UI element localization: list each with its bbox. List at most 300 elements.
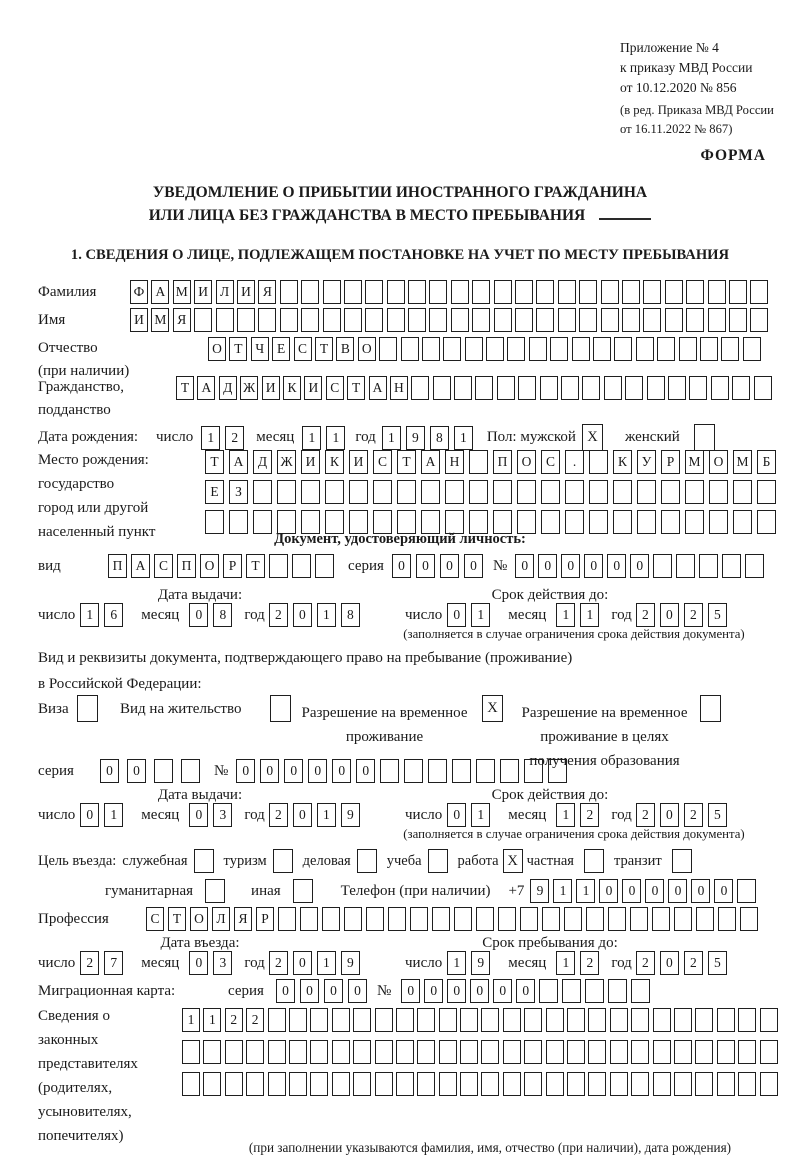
representatives-label-line6: попечителях): [38, 1128, 124, 1144]
patronymic-label-line2: (при наличии): [38, 363, 130, 379]
day-label: число: [405, 606, 443, 623]
char-cell: [465, 337, 483, 361]
char-cell: [365, 280, 383, 304]
char-cell: [604, 376, 622, 400]
char-cell: 1: [447, 951, 466, 975]
char-cell: [572, 337, 590, 361]
char-cell: [439, 1008, 457, 1032]
char-cell: [353, 1040, 371, 1064]
checkbox-purpose-tourism: [273, 849, 293, 873]
char-cell: [740, 907, 758, 931]
char-cell: [567, 1072, 585, 1096]
char-cell: 6: [104, 603, 123, 627]
char-cell: Е: [205, 480, 224, 504]
char-cell: [686, 280, 704, 304]
patronymic-label-line1: Отчество: [38, 340, 98, 356]
stay-number-label: №: [213, 762, 229, 779]
char-cell: 0: [447, 603, 466, 627]
char-cell: [498, 907, 516, 931]
identity-doc-row: [38, 554, 764, 578]
purpose-option-label: туризм: [223, 852, 267, 869]
char-cell: [757, 480, 776, 504]
char-cell: 0: [276, 979, 295, 1003]
char-cell: [429, 308, 447, 332]
purpose-row1: [38, 849, 692, 873]
checkbox-residence-permit: [270, 695, 291, 722]
annex-line: к приказу МВД России: [620, 60, 753, 75]
char-cell: [524, 1008, 542, 1032]
char-cell: З: [229, 480, 248, 504]
char-cell: [258, 308, 276, 332]
char-cell: Н: [390, 376, 408, 400]
annex-note-line: от 16.11.2022 № 867): [620, 122, 733, 136]
char-cell: [429, 280, 447, 304]
doc-number-label: №: [492, 557, 508, 574]
char-cell: Н: [445, 450, 464, 474]
char-cell: 0: [100, 759, 119, 783]
char-cell: [280, 308, 298, 332]
char-cell: [379, 337, 397, 361]
form-title-line2: [0, 207, 800, 225]
char-cell: [708, 280, 726, 304]
birth-day-cells: [201, 426, 244, 450]
char-cell: Т: [168, 907, 186, 931]
char-cell: [454, 376, 472, 400]
char-cell: [472, 308, 490, 332]
char-cell: 2: [636, 603, 655, 627]
char-cell: П: [108, 554, 127, 578]
char-cell: [289, 1008, 307, 1032]
char-cell: [601, 308, 619, 332]
char-cell: [292, 554, 311, 578]
char-cell: [373, 480, 392, 504]
char-cell: [524, 1072, 542, 1096]
char-cell: [517, 480, 536, 504]
char-cell: 0: [127, 759, 146, 783]
char-cell: [579, 280, 597, 304]
char-cell: [332, 1008, 350, 1032]
birth-place-label-line2: государство: [38, 476, 115, 492]
char-cell: [636, 337, 654, 361]
char-cell: Р: [661, 450, 680, 474]
char-cell: [588, 1040, 606, 1064]
char-cell: [451, 280, 469, 304]
char-cell: 0: [447, 803, 466, 827]
birth-place-label-line4: населенный пункт: [38, 524, 156, 540]
char-cell: Я: [173, 308, 191, 332]
char-cell: [515, 280, 533, 304]
char-cell: [625, 376, 643, 400]
char-cell: [472, 280, 490, 304]
checkbox-male: X: [582, 424, 603, 451]
char-cell: [548, 759, 567, 783]
month-label: месяц: [508, 806, 547, 823]
birth-month-cells: [302, 426, 345, 450]
stay-day-cells: [447, 951, 490, 975]
char-cell: [481, 1072, 499, 1096]
char-cell: 1: [104, 803, 123, 827]
char-cell: [445, 480, 464, 504]
char-cell: А: [369, 376, 387, 400]
char-cell: [417, 1072, 435, 1096]
char-cell: О: [200, 554, 219, 578]
checkbox-purpose-work: X: [503, 849, 523, 873]
migration-card-row: [38, 979, 650, 1003]
char-cell: [536, 308, 554, 332]
field-profession: [38, 907, 758, 931]
char-cell: В: [336, 337, 354, 361]
birth-place-label-line3: город или другой: [38, 500, 149, 516]
valid-year-cells: [636, 803, 727, 827]
checkbox-temp-permit: X: [482, 695, 503, 722]
char-cell: [695, 1008, 713, 1032]
char-cell: [353, 1072, 371, 1096]
char-cell: [729, 308, 747, 332]
edu-permit-label-line3: получения образования: [529, 753, 680, 769]
char-cell: 2: [684, 603, 703, 627]
char-cell: 9: [530, 879, 549, 903]
char-cell: [454, 907, 472, 931]
char-cell: [476, 759, 495, 783]
char-cell: [325, 480, 344, 504]
checkbox-purpose-private: [584, 849, 604, 873]
char-cell: [353, 1008, 371, 1032]
char-cell: [503, 1008, 521, 1032]
char-cell: [397, 480, 416, 504]
char-cell: [709, 480, 728, 504]
char-cell: Р: [223, 554, 242, 578]
char-cell: 0: [561, 554, 580, 578]
char-cell: М: [685, 450, 704, 474]
char-cell: [396, 1072, 414, 1096]
citizenship-label: [38, 376, 176, 422]
field-given-name: [38, 308, 768, 332]
stay-series-label: серия: [38, 762, 74, 779]
char-cell: 8: [430, 426, 449, 450]
char-cell: А: [131, 554, 150, 578]
char-cell: [451, 308, 469, 332]
day-label: число: [38, 954, 76, 971]
char-cell: [380, 759, 399, 783]
char-cell: [475, 376, 493, 400]
char-cell: 1: [556, 603, 575, 627]
char-cell: 2: [636, 951, 655, 975]
char-cell: [182, 1072, 200, 1096]
char-cell: [653, 554, 672, 578]
birth-place-row1-cells: [205, 450, 776, 474]
stay-issued-header: Дата выдачи:: [157, 787, 243, 803]
char-cell: [524, 759, 543, 783]
identity-issued-date: [38, 603, 360, 627]
char-cell: [608, 907, 626, 931]
char-cell: [310, 1072, 328, 1096]
char-cell: [460, 1072, 478, 1096]
checkbox-purpose-other: [293, 879, 313, 903]
char-cell: [754, 376, 772, 400]
day-label: число: [405, 806, 443, 823]
char-cell: [717, 1008, 735, 1032]
valid-month-cells: [556, 803, 599, 827]
char-cell: 1: [553, 879, 572, 903]
char-cell: [323, 308, 341, 332]
char-cell: [280, 280, 298, 304]
char-cell: [589, 480, 608, 504]
citizenship-label-line1: Гражданство,: [38, 379, 125, 395]
year-label: год: [355, 429, 376, 445]
char-cell: 0: [660, 803, 679, 827]
char-cell: [417, 1008, 435, 1032]
char-cell: [469, 450, 488, 474]
form-title-line1: УВЕДОМЛЕНИЕ О ПРИБЫТИИ ИНОСТРАННОГО ГРАЖДАНИНА: [152, 184, 648, 201]
char-cell: Л: [216, 280, 234, 304]
edu-permit-label-line1: Разрешение на временное: [521, 705, 688, 721]
char-cell: [722, 554, 741, 578]
char-cell: [439, 1040, 457, 1064]
month-label: месяц: [141, 606, 180, 623]
annex-line: от 10.12.2020 № 856: [620, 80, 737, 95]
char-cell: [637, 480, 656, 504]
char-cell: [665, 308, 683, 332]
char-cell: [439, 1072, 457, 1096]
char-cell: [268, 1072, 286, 1096]
char-cell: 0: [293, 951, 312, 975]
purpose-option-label: частная: [526, 852, 574, 869]
year-label: год: [611, 606, 632, 623]
representatives-label-line1: Сведения о: [38, 1008, 110, 1024]
char-cell: С: [541, 450, 560, 474]
char-cell: С: [294, 337, 312, 361]
char-cell: К: [325, 450, 344, 474]
char-cell: Ф: [130, 280, 148, 304]
female-label: женский: [624, 429, 680, 445]
identity-issued-header: Дата выдачи:: [157, 587, 243, 603]
year-label: год: [244, 806, 265, 823]
char-cell: 0: [630, 554, 649, 578]
checkbox-purpose-business-trip: [194, 849, 214, 873]
char-cell: [411, 376, 429, 400]
char-cell: [717, 1072, 735, 1096]
char-cell: [237, 308, 255, 332]
char-cell: [300, 907, 318, 931]
char-cell: [422, 337, 440, 361]
char-cell: 5: [708, 951, 727, 975]
char-cell: 2: [636, 803, 655, 827]
char-cell: [717, 1040, 735, 1064]
char-cell: 1: [471, 603, 490, 627]
char-cell: [541, 480, 560, 504]
purpose-option-label: иная: [251, 882, 281, 899]
char-cell: Ж: [240, 376, 258, 400]
char-cell: .: [565, 450, 584, 474]
char-cell: [515, 308, 533, 332]
char-cell: [481, 1008, 499, 1032]
birth-year-cells: [382, 426, 473, 450]
char-cell: Р: [256, 907, 274, 931]
doc-kind-label: вид: [38, 557, 61, 574]
char-cell: [322, 907, 340, 931]
issued-month-cells: [189, 803, 232, 827]
char-cell: [550, 337, 568, 361]
char-cell: [503, 1040, 521, 1064]
char-cell: [494, 308, 512, 332]
char-cell: 0: [516, 979, 535, 1003]
doc-kind-cells: [108, 554, 334, 578]
issued-day-cells: [80, 803, 123, 827]
char-cell: О: [190, 907, 208, 931]
char-cell: И: [262, 376, 280, 400]
char-cell: [539, 979, 558, 1003]
identity-doc-heading: Документ, удостоверяющий личность:: [274, 531, 526, 547]
char-cell: [546, 1040, 564, 1064]
char-cell: [652, 907, 670, 931]
valid-month-cells: [556, 603, 599, 627]
citizenship-label-line2: подданство: [38, 402, 111, 418]
field-citizenship: [38, 376, 772, 422]
char-cell: 0: [324, 979, 343, 1003]
char-cell: [738, 1040, 756, 1064]
char-cell: 9: [341, 951, 360, 975]
char-cell: 1: [317, 803, 336, 827]
section1-heading: 1. СВЕДЕНИЯ О ЛИЦЕ, ПОДЛЕЖАЩЕМ ПОСТАНОВКЕ НА УЧЕТ ПО МЕСТУ ПРЕБЫВАНИЯ: [70, 247, 730, 263]
char-cell: Т: [347, 376, 365, 400]
char-cell: 0: [645, 879, 664, 903]
char-cell: [643, 280, 661, 304]
char-cell: Л: [212, 907, 230, 931]
char-cell: [417, 1040, 435, 1064]
char-cell: [443, 337, 461, 361]
char-cell: М: [733, 450, 752, 474]
field-birth-date: [38, 424, 715, 451]
checkbox-edu-permit: [700, 695, 721, 722]
representatives-row3-cells: [182, 1072, 778, 1096]
char-cell: [520, 907, 538, 931]
char-cell: 0: [424, 979, 443, 1003]
month-label: месяц: [508, 606, 547, 623]
char-cell: И: [237, 280, 255, 304]
char-cell: Я: [234, 907, 252, 931]
char-cell: [711, 376, 729, 400]
char-cell: 1: [201, 426, 220, 450]
char-cell: [476, 907, 494, 931]
char-cell: И: [194, 280, 212, 304]
char-cell: 0: [440, 554, 459, 578]
stay-valid-header: Срок действия до:: [491, 787, 609, 803]
char-cell: [750, 280, 768, 304]
char-cell: [301, 280, 319, 304]
year-label: год: [244, 954, 265, 971]
char-cell: [182, 1040, 200, 1064]
char-cell: [608, 979, 627, 1003]
char-cell: [760, 1008, 778, 1032]
char-cell: [503, 1072, 521, 1096]
char-cell: [460, 1008, 478, 1032]
char-cell: [301, 308, 319, 332]
char-cell: Б: [757, 450, 776, 474]
char-cell: 0: [332, 759, 351, 783]
char-cell: [396, 1008, 414, 1032]
stay-valid-date: [405, 803, 727, 827]
char-cell: [375, 1072, 393, 1096]
char-cell: [469, 480, 488, 504]
representatives-label-line3: представителях: [38, 1056, 138, 1072]
char-cell: [387, 280, 405, 304]
char-cell: [433, 376, 451, 400]
checkbox-female: [694, 424, 715, 451]
char-cell: 1: [80, 603, 99, 627]
profession-cells: [146, 907, 758, 931]
char-cell: [540, 376, 558, 400]
char-cell: [289, 1040, 307, 1064]
purpose-option-label: транзит: [613, 852, 662, 869]
surname-label: Фамилия: [38, 283, 97, 300]
char-cell: [676, 554, 695, 578]
char-cell: [493, 480, 512, 504]
char-cell: [588, 1008, 606, 1032]
char-cell: [647, 376, 665, 400]
char-cell: [643, 308, 661, 332]
char-cell: С: [154, 554, 173, 578]
char-cell: [542, 907, 560, 931]
char-cell: 0: [80, 803, 99, 827]
month-label: месяц: [508, 954, 547, 971]
entry-date-header: Дата въезда:: [160, 935, 240, 951]
entry-year-cells: [269, 951, 360, 975]
stay-until-header: Срок пребывания до:: [482, 935, 618, 951]
phone-label: Телефон (при наличии): [340, 882, 491, 899]
char-cell: 2: [269, 951, 288, 975]
char-cell: [582, 376, 600, 400]
char-cell: [500, 759, 519, 783]
char-cell: Т: [205, 450, 224, 474]
char-cell: 0: [668, 879, 687, 903]
entry-day-cells: [80, 951, 123, 975]
representatives-label-line4: (родителях,: [38, 1080, 113, 1096]
entry-date: [38, 951, 360, 975]
checkbox-purpose-study: [428, 849, 448, 873]
char-cell: [344, 280, 362, 304]
month-label: месяц: [256, 429, 295, 445]
char-cell: 0: [584, 554, 603, 578]
stay-year-cells: [636, 951, 727, 975]
char-cell: [679, 337, 697, 361]
char-cell: О: [517, 450, 536, 474]
birth-date-label: Дата рождения:: [38, 429, 139, 445]
char-cell: 0: [392, 554, 411, 578]
char-cell: [686, 308, 704, 332]
char-cell: 2: [580, 803, 599, 827]
char-cell: [497, 376, 515, 400]
char-cell: [452, 759, 471, 783]
char-cell: [743, 337, 761, 361]
doc-number-cells: [515, 554, 764, 578]
char-cell: 0: [308, 759, 327, 783]
month-label: месяц: [141, 806, 180, 823]
given-name-cells: [130, 308, 768, 332]
annex-line: Приложение № 4: [620, 40, 719, 55]
char-cell: [225, 1040, 243, 1064]
char-cell: [674, 1008, 692, 1032]
char-cell: [689, 376, 707, 400]
char-cell: Ж: [277, 450, 296, 474]
char-cell: 0: [660, 603, 679, 627]
char-cell: [631, 1008, 649, 1032]
char-cell: [524, 1040, 542, 1064]
char-cell: [699, 554, 718, 578]
char-cell: [432, 907, 450, 931]
char-cell: 0: [714, 879, 733, 903]
char-cell: [708, 308, 726, 332]
checkbox-purpose-business: [357, 849, 377, 873]
